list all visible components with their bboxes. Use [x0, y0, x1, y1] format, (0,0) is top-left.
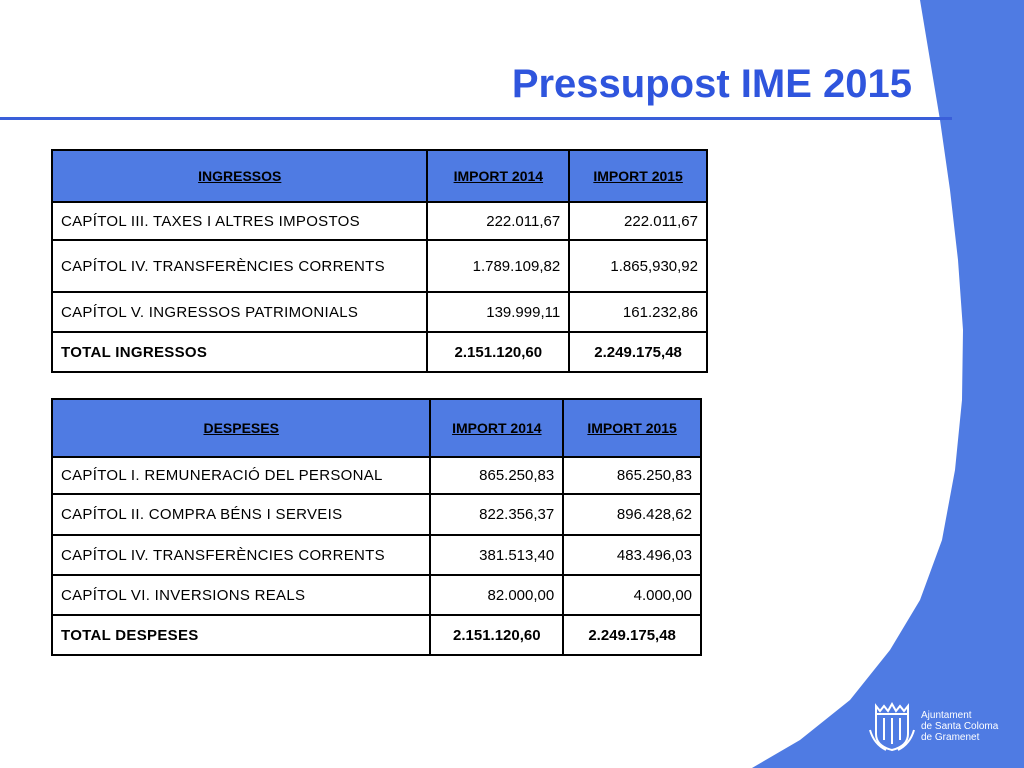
income-row-label: CAPÍTOL III. TAXES I ALTRES IMPOSTOS — [52, 202, 427, 240]
expenses-row-label: CAPÍTOL IV. TRANSFERÈNCIES CORRENTS — [52, 535, 430, 575]
expenses-total-2014: 2.151.120,60 — [430, 615, 563, 655]
page-title: Pressupost IME 2015 — [511, 62, 912, 106]
expenses-row-2014: 381.513,40 — [430, 535, 563, 575]
expenses-row-label: CAPÍTOL II. COMPRA BÉNS I SERVEIS — [52, 494, 430, 535]
expenses-total-row — [52, 615, 701, 655]
income-table — [51, 149, 708, 373]
income-total-2015: 2.249.175,48 — [569, 332, 707, 372]
income-header-2014: IMPORT 2014 — [427, 150, 569, 202]
expenses-row-label: CAPÍTOL VI. INVERSIONS REALS — [52, 575, 430, 615]
table-row — [52, 535, 701, 575]
expenses-total-label: TOTAL DESPESES — [52, 615, 430, 655]
expenses-header-2014: IMPORT 2014 — [430, 399, 563, 457]
income-header-2015: IMPORT 2015 — [569, 150, 707, 202]
table-row — [52, 494, 701, 535]
income-total-label: TOTAL INGRESSOS — [52, 332, 427, 372]
income-header-row — [52, 150, 707, 202]
expenses-total-2015: 2.249.175,48 — [563, 615, 701, 655]
table-row — [52, 575, 701, 615]
income-row-2015: 161.232,86 — [569, 292, 707, 332]
income-row-2015: 1.865,930,92 — [569, 240, 707, 292]
expenses-header-row — [52, 399, 701, 457]
income-row-2014: 1.789.109,82 — [427, 240, 569, 292]
income-row-2014: 222.011,67 — [427, 202, 569, 240]
expenses-row-2015: 865.250,83 — [563, 457, 701, 494]
income-row-2014: 139.999,11 — [427, 292, 569, 332]
expenses-row-2014: 822.356,37 — [430, 494, 563, 535]
income-total-row — [52, 332, 707, 372]
income-total-2014: 2.151.120,60 — [427, 332, 569, 372]
income-row-label: CAPÍTOL V. INGRESSOS PATRIMONIALS — [52, 292, 427, 332]
income-row-label: CAPÍTOL IV. TRANSFERÈNCIES CORRENTS — [52, 240, 427, 292]
table-row — [52, 292, 707, 332]
expenses-row-2015: 483.496,03 — [563, 535, 701, 575]
municipal-logo — [868, 700, 1018, 754]
logo-line-1: Ajuntament — [921, 710, 972, 721]
logo-line-2: de Santa Coloma — [921, 721, 999, 732]
expenses-row-2014: 82.000,00 — [430, 575, 563, 615]
expenses-row-2015: 896.428,62 — [563, 494, 701, 535]
expenses-table — [51, 398, 702, 656]
expenses-row-2015: 4.000,00 — [563, 575, 701, 615]
expenses-header-2015: IMPORT 2015 — [563, 399, 701, 457]
expenses-row-label: CAPÍTOL I. REMUNERACIÓ DEL PERSONAL — [52, 457, 430, 494]
logo-line-3: de Gramenet — [921, 732, 980, 743]
table-row — [52, 202, 707, 240]
table-row — [52, 240, 707, 292]
income-header-concept: INGRESSOS — [52, 150, 427, 202]
city-crest-icon — [868, 700, 916, 754]
logo-caption — [921, 710, 998, 743]
income-row-2015: 222.011,67 — [569, 202, 707, 240]
expenses-header-concept: DESPESES — [52, 399, 430, 457]
expenses-row-2014: 865.250,83 — [430, 457, 563, 494]
table-row — [52, 457, 701, 494]
title-underline — [0, 117, 952, 120]
